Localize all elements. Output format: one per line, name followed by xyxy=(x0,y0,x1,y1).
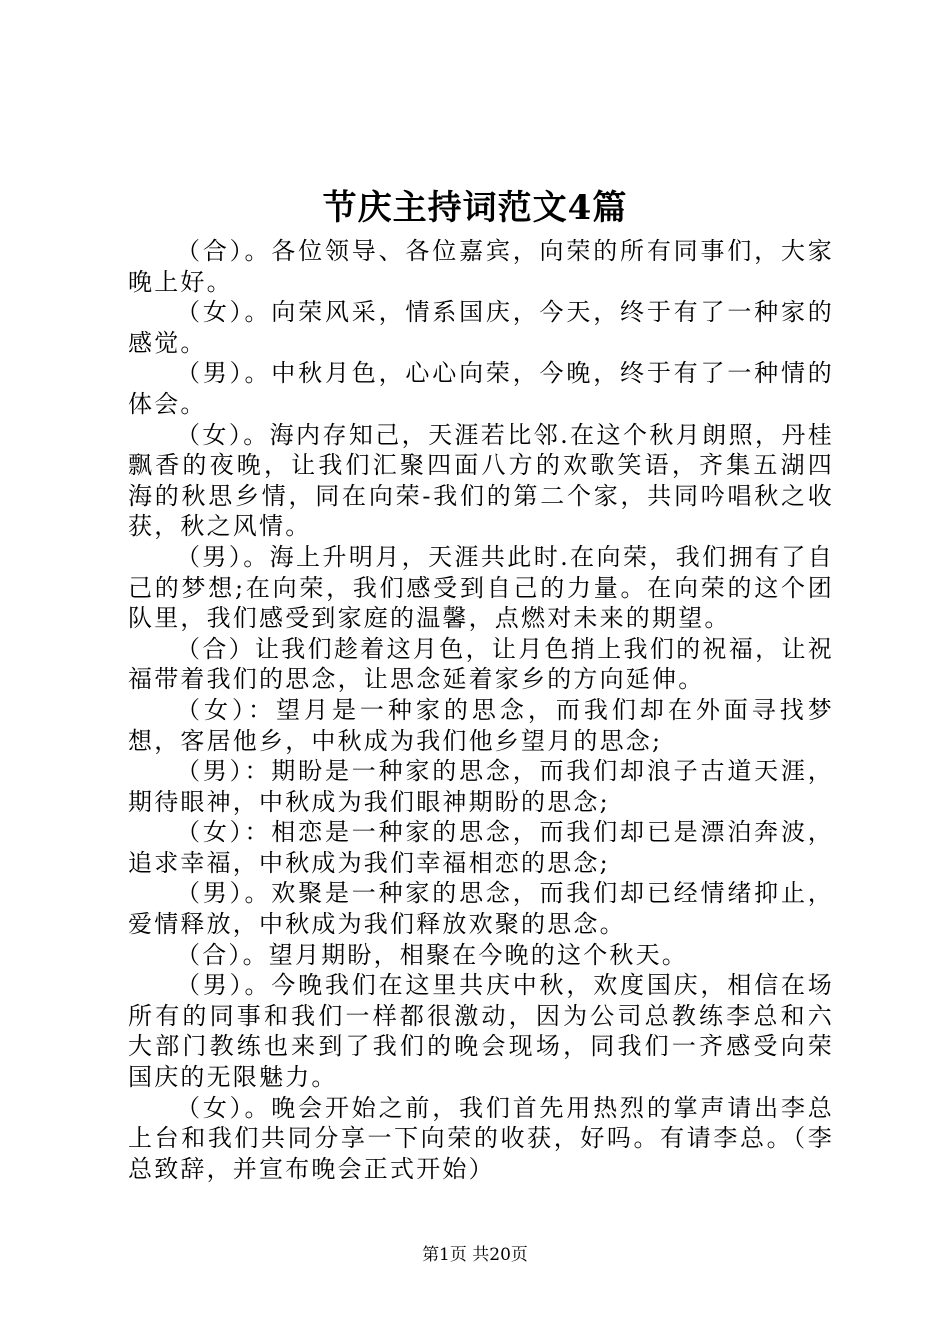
document-body xyxy=(128,236,834,1184)
paragraph: （男）：期盼是一种家的思念，而我们却浪子古道天涯，期待眼神，中秋成为我们眼神期盼的思念; xyxy=(128,757,834,816)
paragraph: （女）。晚会开始之前，我们首先用热烈的掌声请出李总上台和我们共同分享一下向荣的收获，好吗。有请李总。（李总致辞，并宣布晚会正式开始） xyxy=(128,1093,834,1183)
paragraph: （女）：相恋是一种家的思念，而我们却已是漂泊奔波，追求幸福，中秋成为我们幸福相恋的思念; xyxy=(128,818,834,877)
paragraph: （女）。海内存知己，天涯若比邻.在这个秋月朗照，丹桂飘香的夜晚，让我们汇聚四面八方的欢歌笑语，齐集五湖四海的秋思乡情，同在向荣-我们的第二个家，共同吟唱秋之收获，秋之风情。 xyxy=(128,420,834,541)
paragraph: （合）。各位领导、各位嘉宾，向荣的所有同事们，大家晚上好。 xyxy=(128,237,834,296)
paragraph: （合）让我们趁着这月色，让月色捎上我们的祝福，让祝福带着我们的思念，让思念延着家乡的方向延伸。 xyxy=(128,634,834,694)
paragraph: （女）。向荣风采，情系国庆，今天，终于有了一种家的感觉。 xyxy=(128,298,834,357)
paragraph: （合）。望月期盼，相聚在今晚的这个秋天。 xyxy=(176,940,688,969)
paragraph: （男）。中秋月色，心心向荣，今晚，终于有了一种情的体会。 xyxy=(128,359,834,418)
paragraph: （女）：望月是一种家的思念，而我们却在外面寻找梦想，客居他乡，中秋成为我们他乡望月的思念; xyxy=(128,695,834,755)
paragraph: （男）。欢聚是一种家的思念，而我们却已经情绪抑止，爱情释放，中秋成为我们释放欢聚的思念。 xyxy=(128,879,834,939)
paragraph: （男）。海上升明月，天涯共此时.在向荣，我们拥有了自己的梦想;在向荣，我们感受到自己的力量。在向荣的这个团队里，我们感受到家庭的温馨，点燃对未来的期望。 xyxy=(128,542,834,633)
document-title: 节庆主持词范文4篇 xyxy=(322,188,628,228)
paragraph: （男）。今晚我们在这里共庆中秋，欢度国庆，相信在场所有的同事和我们一样都很激动，因为公司总教练李总和六大部门教练也来到了我们的晚会现场，同我们一齐感受向荣国庆的无限魅力。 xyxy=(128,971,834,1092)
page-number-footer: 第1页 共20页 xyxy=(422,1245,528,1265)
